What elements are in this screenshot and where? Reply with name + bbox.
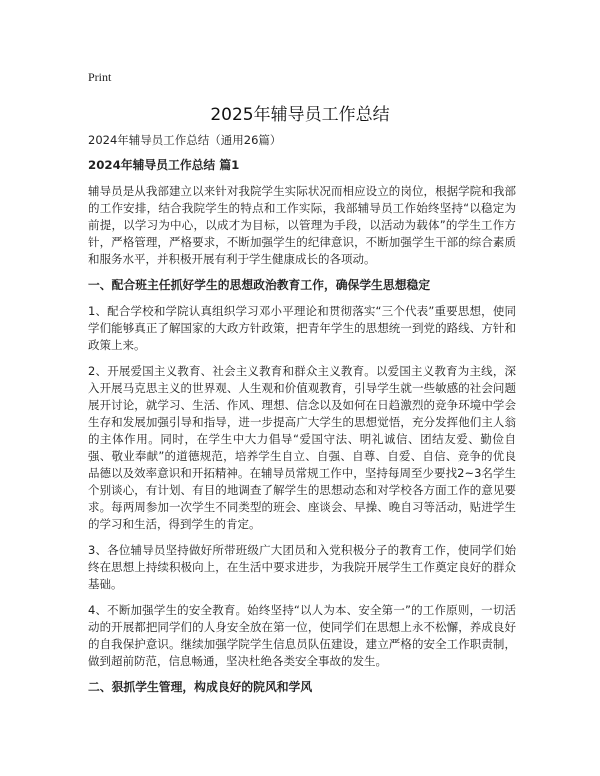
print-link[interactable]: Print [88,70,112,84]
page-title: 2025年辅导员工作总结 [210,105,390,125]
section1-paragraph: 3、各位辅导员坚持做好所带班级广大团员和入党积极分子的教育工作，使同学们始终在思想上持续积极向上，在生活中要求进步，为我院开展学生工作奠定良好的群众基础。 [88,543,516,591]
intro-paragraph: 辅导员是从我部建立以来针对我院学生实际状况而相应设立的岗位，根据学院和我部的工作安排，结合我院学生的特点和工作实际，我部辅导员工作始终坚持“以稳定为前提，以学习为中心，以成才为目标，以管理为手段，以活动为载体”的学生工作方针，严格管理，严格要求，不断加强学生的纪律意识，不断加强学生干部的综合素质和服务水平，并积极开展有利于学生健康成长的各项动。 [88,184,516,266]
section1-paragraph: 2、开展爱国主义教育、社会主义教育和群众主义教育。以爱国主义教育为主线，深入开展马克思主义的世界观、人生观和价值观教育，引导学生就一些敏感的社会问题展开讨论，就学习、生活、作风、理想、信念以及如何在日趋激烈的竞争环境中学会生存和发展加强引导和指导，进一步提高广大学生的思想觉悟，充分发挥他们主人翁的主体作用。同时，在学生中大力倡导“爱国守法、明礼诚信、团结友爱、勤俭自强、敬业奉献”的道德规范，培养学生自立、自强、自尊、自爱、自信、竞争的优良品德以及效率意识和开拓精神。在辅导员常规工作中，坚持每周至少要找2~3名学生个别谈心，有计划、有目的地调查了解学生的思想动态和对学校各方面工作的意见要求。每两周参加一次学生不同类型的班会、座谈会、早操、晚自习等活动，贴进学生的学习和生活，得到学生的肯定。 [88,364,516,531]
section1-paragraph: 4、不断加强学生的安全教育。始终坚持“以人为本、安全第一”的工作原则，一切活动的开展都把同学们的人身安全放在第一位，使同学们在思想上永不松懈，养成良好的自我保护意识。继续加强学院学生信息员队伍建设，建立严格的安全工作职责制，做到超前防范，信息畅通，坚决杜绝各类安全事故的发生。 [88,603,516,668]
section-heading-1: 一、配合班主任抓好学生的思想政治教育工作，确保学生思想稳定 [88,278,431,292]
section-heading-2: 二、狠抓学生管理，构成良好的院风和学风 [88,680,313,694]
document-body [88,132,516,705]
article-heading: 2024年辅导员工作总结 篇1 [88,158,240,172]
document-subtitle: 2024年辅导员工作总结（通用26篇） [88,133,282,147]
section1-paragraph: 1、配合学校和学院认真组织学习邓小平理论和贯彻落实“三个代表”重要思想，使同学们能够真正了解国家的大政方针政策，把青年学生的思想统一到党的路线、方针和政策上来。 [88,304,516,352]
